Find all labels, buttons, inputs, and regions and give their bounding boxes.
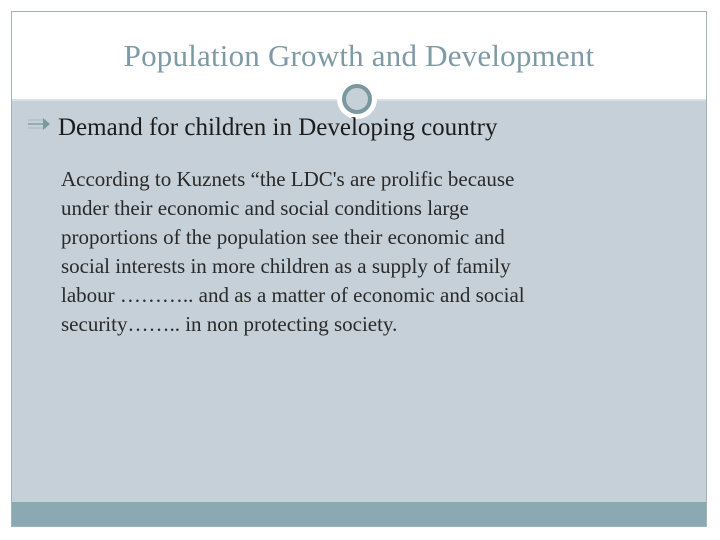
body-line: proportions of the population see their economic and <box>61 225 505 249</box>
slide-title: Population Growth and Development <box>123 38 595 73</box>
body-line: social interests in more children as a supply of family <box>61 254 511 278</box>
body-line: labour ……….. and as a matter of economic and social <box>61 283 525 307</box>
body-paragraph <box>61 165 661 339</box>
bullet-item <box>26 114 686 142</box>
body-line: under their economic and social conditions large <box>61 196 469 220</box>
bullet-arrow-icon <box>26 117 52 136</box>
footer-bar <box>12 502 706 526</box>
circle-ornament-ring <box>342 84 372 114</box>
circle-ornament-icon <box>337 79 377 119</box>
body-line: According to Kuznets “the LDC's are prolific because <box>61 167 515 191</box>
bullet-heading: Demand for children in Developing country <box>58 114 498 141</box>
body-line: security…….. in non protecting society. <box>61 312 398 336</box>
